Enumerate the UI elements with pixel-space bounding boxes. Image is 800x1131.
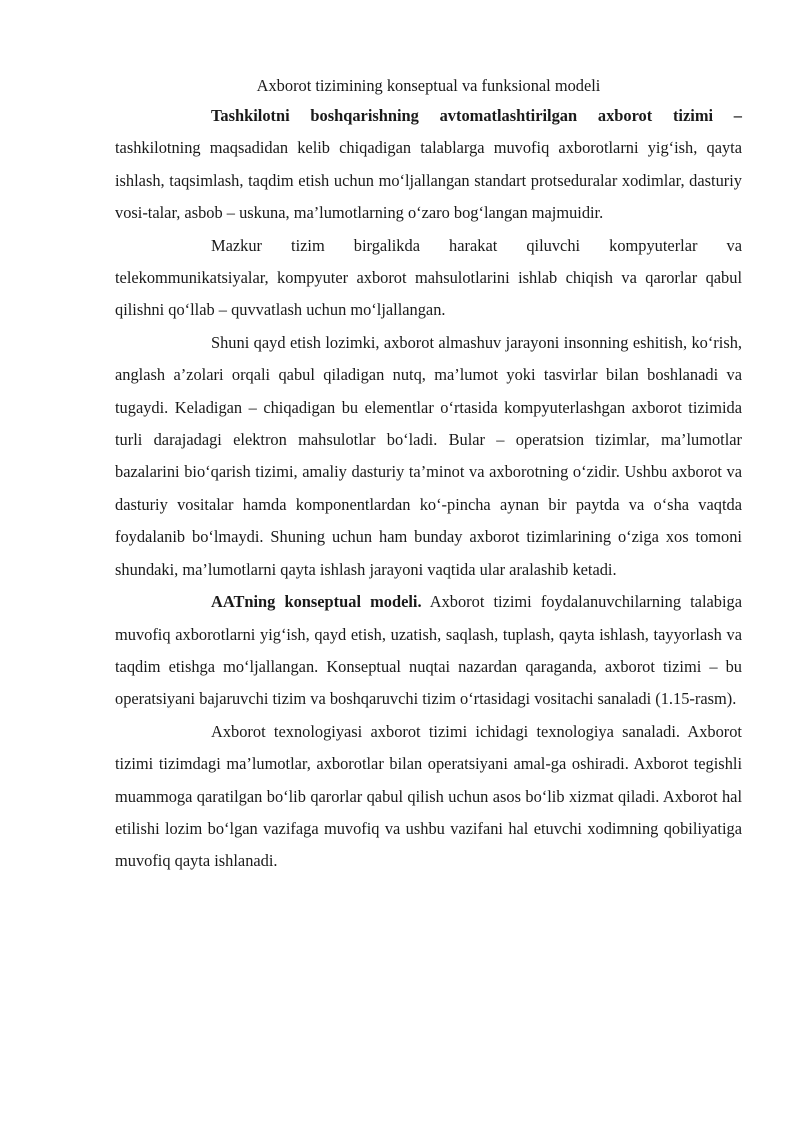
paragraph-4 [115,586,742,716]
paragraph-4-lead: AATning konseptual modeli. [211,592,422,612]
paragraph-4-text: Axborot tizimi foydalanuvchilarning talabiga muvofiq axborotlarni yig‘ish, qayd etish, uzatish, saqlash, tuplash, qayta ishlash, tayyorlash va taqdim etishga mo‘ljallangan. Konseptual nuqtai nazardan qaraganda, axborot tizimi – bu operatsiyani bajaruvchi tizim va boshqaruvchi tizim o‘rtasidagi vositachi sanaladi (1.15-rasm). [115,592,742,709]
paragraph-1 [115,100,742,230]
document-page [115,72,742,878]
paragraph-3-text: Shuni qayd etish lozimki, axborot almashuv jarayoni insonning eshitish, ko‘rish, anglash a’zolari orqali qabul qiladigan nutq, ma’lumot yoki tasvirlar bilan boshlanadi va tugaydi. Keladigan – chiqadigan bu elementlar o‘rtasida kompyuterlashgan axborot tizimida turli darajadagi elektron mahsulotlar bo‘ladi. Bular – operatsion tizimlar, ma’lumotlar bazalarini bio‘qarish tizimi, amaliy dasturiy ta’minot va axborotning o‘zidir. Ushbu axborot va dasturiy vositalar hamda komponentlardan ko‘-pincha aynan bir paytda va o‘sha vaqtda foydalanib bo‘lmaydi. Shuning uchun ham bunday axborot tizimlarining o‘ziga xos tomoni shundaki, ma’lumotlarni qayta ishlash jarayoni vaqtida ular aralashib ketadi. [115,332,742,579]
paragraph-5-text: Axborot texnologiyasi axborot tizimi ichidagi texnologiya sanaladi. Axborot tizimi tizimdagi ma’lumotlar, axborotlar bilan operatsiyani amal-ga oshiradi. Axborot tegishli muammoga qaratilgan bo‘lib qarorlar qabul qilish uchun asos bo‘lib xizmat qiladi. Axborot hal etilishi lozim bo‘lgan vazifaga muvofiq va ushbu vazifani hal etuvchi xodimning qobiliyatiga muvofiq qayta ishlanadi. [115,721,742,871]
paragraph-1-text: tashkilotning maqsadidan kelib chiqadigan talablarga muvofiq axborotlarni yig‘ish, qayta ishlash, taqsimlash, taqdim etish uchun mo‘ljallangan standart protseduralar xodimlar, dasturiy vosi-talar, asbob – uskuna, ma’lumotlarning o‘zaro bog‘langan majmuidir. [115,138,742,223]
paragraph-3 [115,327,742,586]
page-title: Axborot tizimining konseptual va funksional modeli [256,76,601,95]
paragraph-5 [115,716,742,878]
paragraph-2-text: Mazkur tizim birgalikda harakat qiluvchi kompyuterlar va telekommunikatsiyalar, kompyuter axborot mahsulotlarini ishlab chiqish va qarorlar qabul qilishni qo‘llab – quvvatlash uchun mo‘ljallangan. [115,235,742,320]
paragraph-2 [115,230,742,327]
paragraph-1-lead: Tashkilotni boshqarishning avtomatlashtirilgan axborot tizimi – [211,106,742,125]
